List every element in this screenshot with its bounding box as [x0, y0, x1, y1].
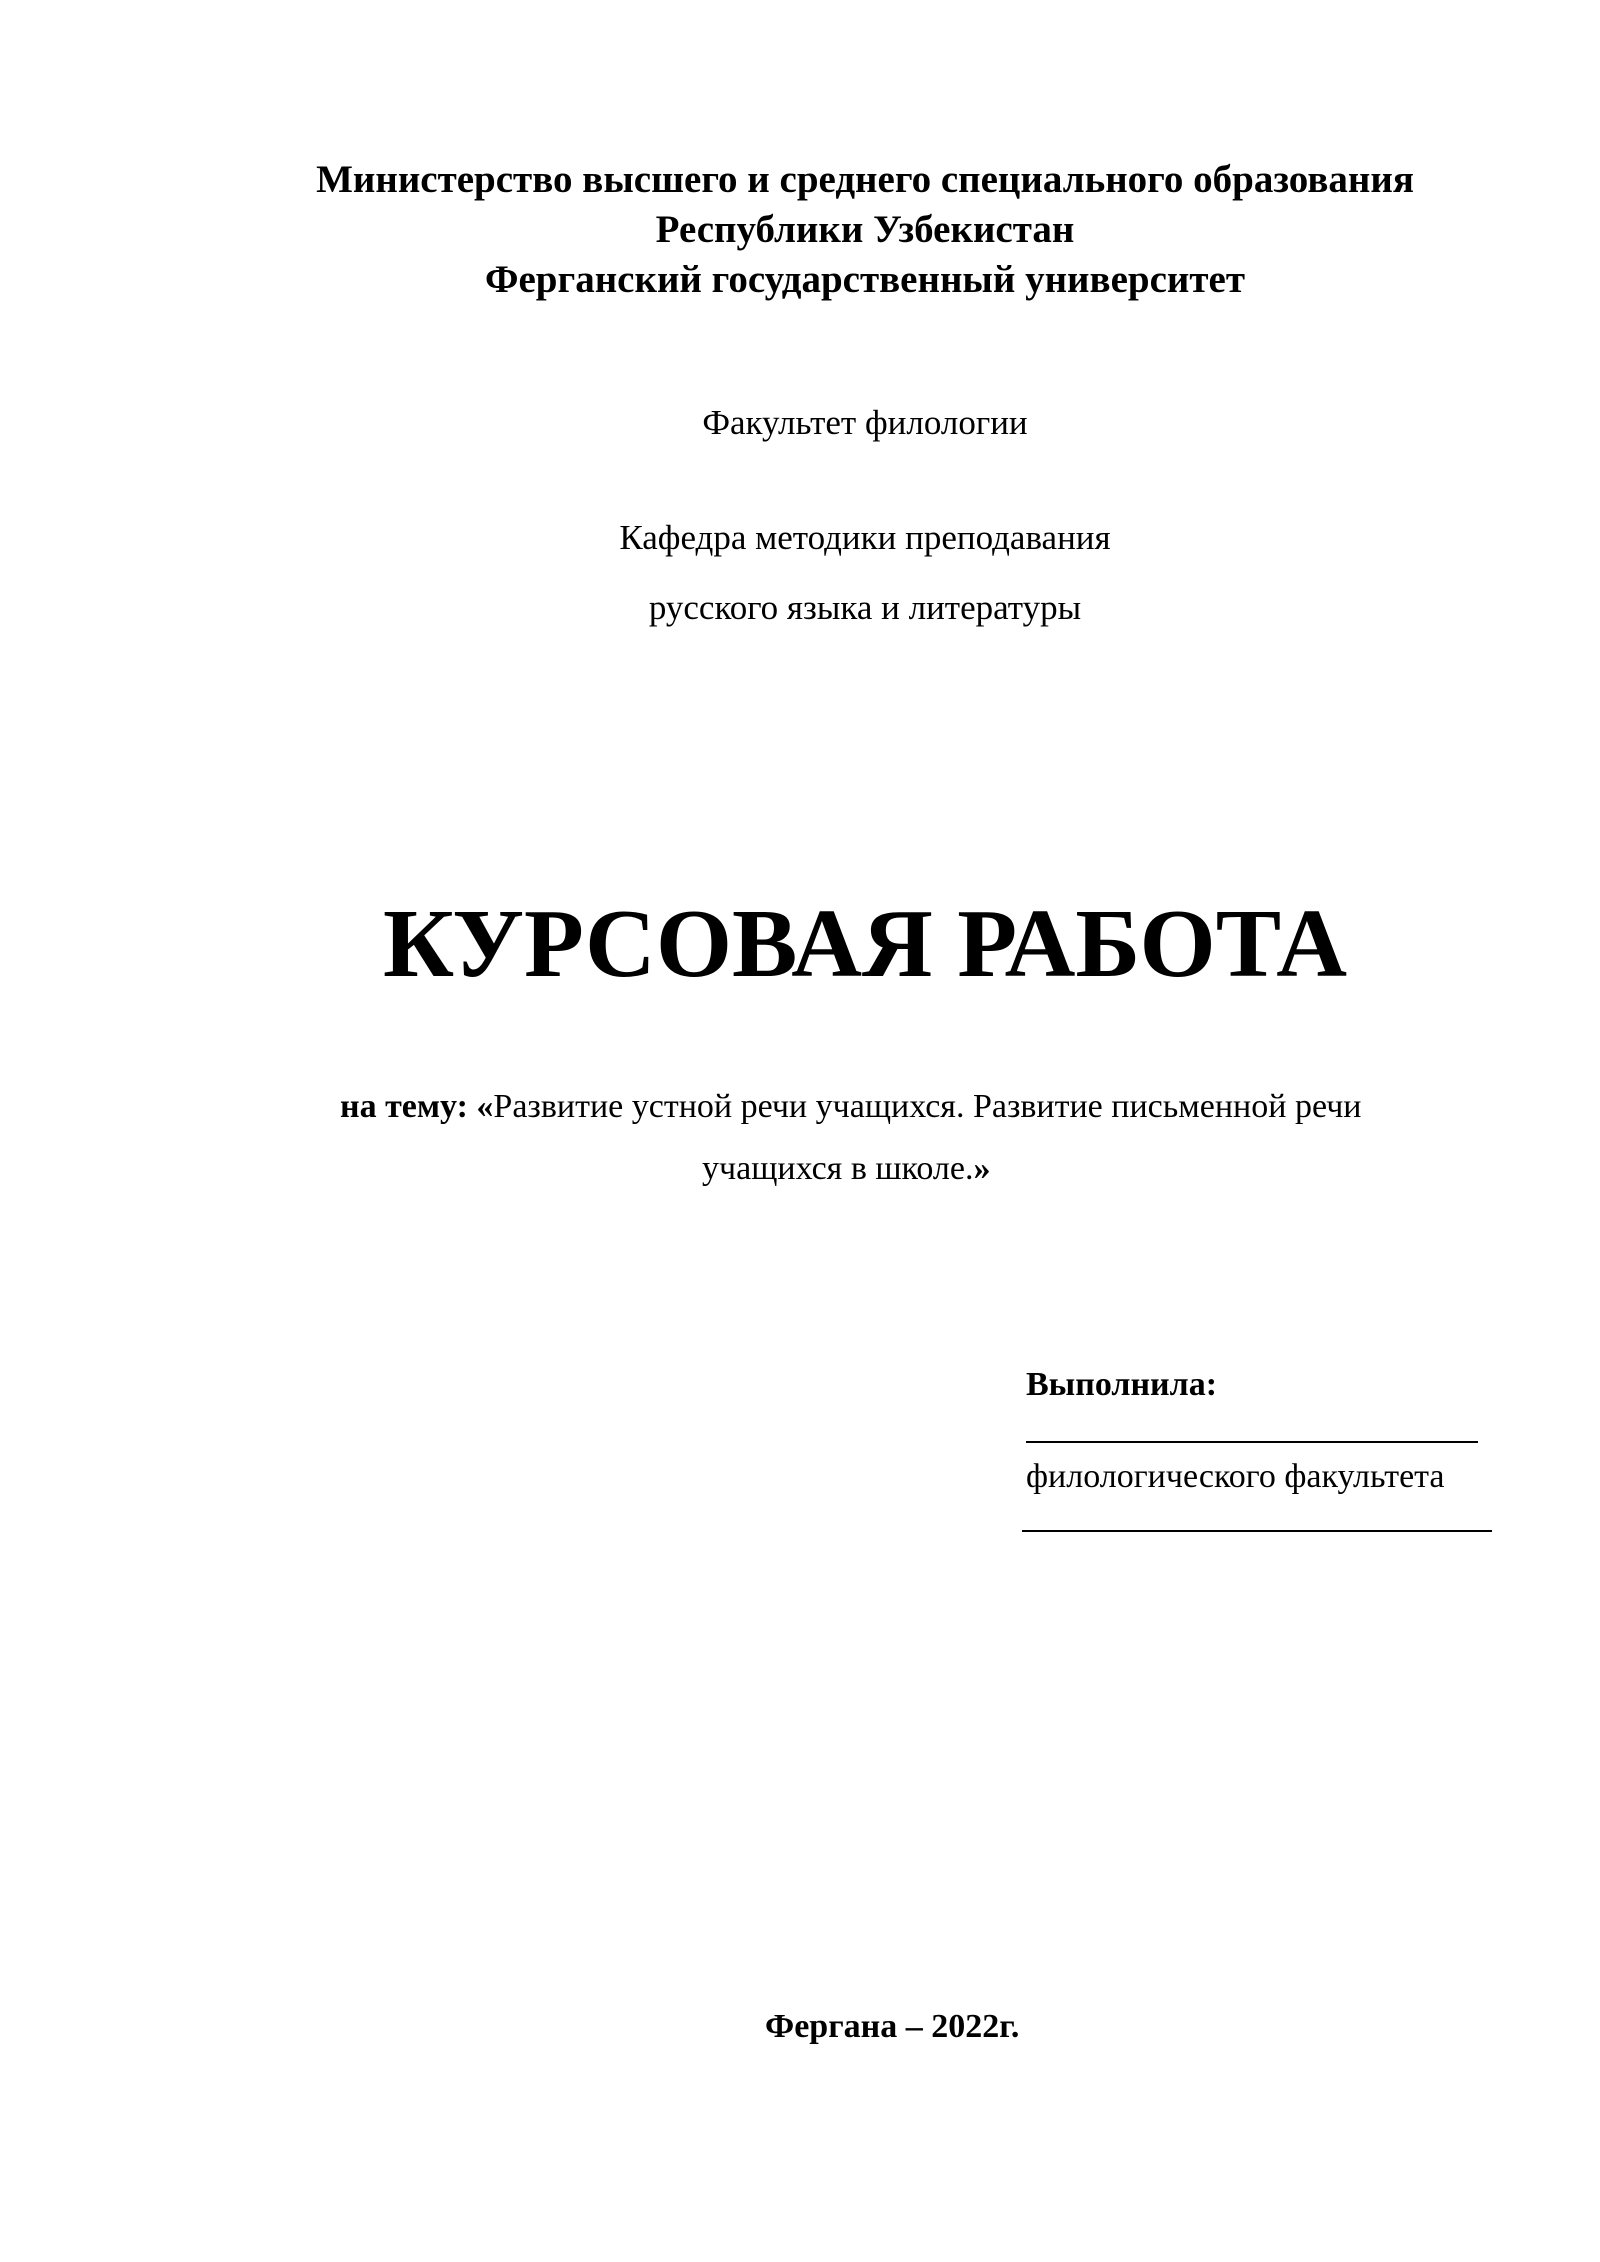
topic-prefix: на тему: [340, 1088, 468, 1125]
department-line-2: русского языка и литературы [648, 588, 1082, 627]
faculty-name: Факультет филологии [702, 403, 1028, 442]
author-name-blank-line [1026, 1441, 1478, 1443]
department-line-1: Кафедра методики преподавания [619, 518, 1111, 557]
ministry-heading: Министерство высшего и среднего специального образования [316, 158, 1414, 201]
topic-line-1 [340, 1090, 1361, 1124]
topic-text-2: учащихся в школе. [702, 1150, 974, 1187]
place-year: Фергана – 2022г. [765, 2008, 1020, 2045]
topic-close-quote: » [973, 1150, 991, 1187]
author-label: Выполнила: [1026, 1366, 1218, 1403]
author-faculty: филологического факультета [1026, 1458, 1445, 1495]
topic-open-quote: « [476, 1088, 494, 1125]
document-title: КУРСОВАЯ РАБОТА [382, 890, 1348, 998]
topic-text-1: Развитие устной речи учащихся. Развитие письменной речи [493, 1088, 1362, 1125]
author-extra-blank-line [1022, 1530, 1492, 1532]
republic-heading: Республики Узбекистан [655, 208, 1075, 251]
topic-line-2 [702, 1152, 990, 1186]
university-heading: Ферганский государственный университет [484, 258, 1245, 301]
